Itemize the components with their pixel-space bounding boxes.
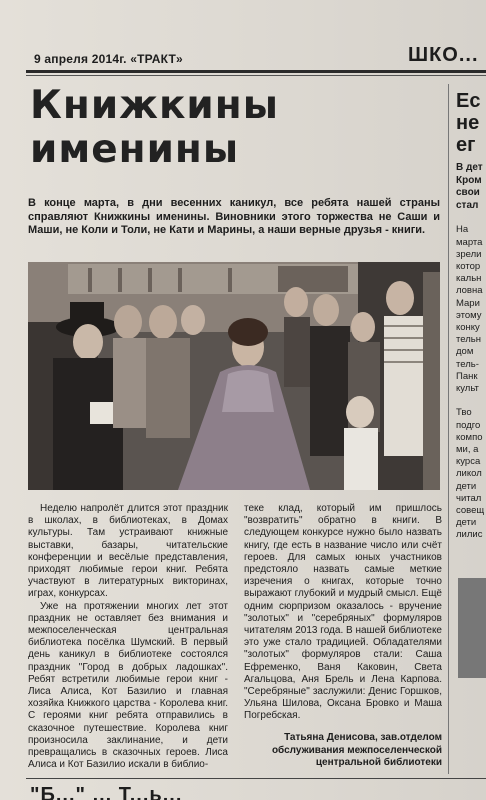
article-photo — [28, 262, 440, 490]
adjacent-body-line: котор — [456, 260, 481, 272]
adjacent-body-line: ловна — [456, 285, 483, 297]
adjacent-body-line: Мари — [456, 297, 480, 309]
adjacent-body-line: зрели — [456, 248, 482, 260]
adjacent-lead-line: Кром — [456, 174, 482, 186]
dateline: 9 апреля 2014г. «ТРАКТ» — [34, 52, 183, 66]
paragraph: Уже на протяжении многих лет этот праздник не оставляет без внимания и межпоселенческая центральная библиотека посёлка Шумский. В первый день каникул в библиотеке состоялся праздник "Город в добрых ладошках". Ребят встретили любимые герои книг - Лиса Алиса, Кот Базилио и главная хозяйка Книжкого царства - Королева книг. С героями книг ребята отправились в сказочное путешествие. Королева книг произносила заклинание, и дети превращались в сказочных героев. Лиса Алиса и Кот Базилио искали в библио- — [28, 600, 228, 771]
article-headline — [30, 84, 330, 172]
adjacent-body-line: Тво — [456, 407, 472, 419]
adjacent-lead-line: стал — [456, 199, 479, 211]
adjacent-headline-line: Ес — [456, 90, 481, 112]
adjacent-body-line: На — [456, 224, 469, 236]
footer-rule — [26, 778, 486, 779]
adjacent-headline-line: ег — [456, 134, 476, 156]
article-column-1 — [28, 503, 228, 771]
header-rule-thin — [26, 75, 486, 76]
adjacent-body-line: лилис — [456, 529, 483, 541]
column-divider — [448, 84, 449, 774]
adjacent-body-line: совещ — [456, 505, 485, 517]
next-article-headline: "Б..." ... Т...ь... — [30, 784, 183, 800]
adjacent-body-line: дети — [456, 517, 477, 529]
section-tag: ШКО... — [408, 44, 479, 66]
adjacent-body-line: компо — [456, 431, 483, 443]
author-signature: Татьяна Денисова, зав.отделом обслуживания межпоселенческой центральной библиотеки — [271, 732, 442, 768]
adjacent-body-line: курса — [456, 456, 481, 468]
header-rule — [26, 70, 486, 73]
adjacent-body-line: марта — [456, 236, 483, 248]
adjacent-body-line: тель- — [456, 358, 479, 370]
article-lead: В конце марта, в дни весенних каникул, все ребята нашей страны справляют Книжкины именины. Виновники этого торжества не Саши и Маши, не Коли и Толи, не Кати и Марины, а наши верные друзья - книги. — [28, 197, 440, 237]
adjacent-body-line: читал — [456, 492, 482, 504]
adjacent-body-line: ми, а — [456, 444, 479, 456]
adjacent-body — [456, 224, 486, 541]
adjacent-body-line — [456, 395, 486, 407]
adjacent-headline — [456, 90, 486, 156]
adjacent-body-line: этому — [456, 309, 482, 321]
adjacent-photo — [458, 578, 486, 678]
adjacent-body-line: дети — [456, 480, 477, 492]
article-column-2 — [244, 503, 442, 723]
adjacent-body-line: Панк — [456, 370, 478, 382]
adjacent-body-line: тельн — [456, 334, 481, 346]
headline-line-1: Книжкины — [30, 83, 279, 128]
adjacent-lead-line: В дет — [456, 162, 483, 173]
adjacent-lead-line: свои — [456, 187, 480, 199]
adjacent-lead — [456, 162, 486, 212]
adjacent-body-line: дом — [456, 346, 474, 358]
adjacent-body-line: конку — [456, 322, 480, 333]
paragraph: теке клад, который им пришлось "возвратить" обратно в книги. В следующем конкурсе нужно было назвать книгу, где есть в название число или счёт героев. Для самых юных участников предстояло назвать самые меткие изречения о книгах, которые точно выражают глубокий и мудрый смысл. Ещё одним сюрпризом оказалось - вручение "золотых" и "серебряных" формуляров читателям 2013 года. В нашей библиотеке это уже стало традицией. Обладателями "золотых" формуляров стали: Саша Ефременко, Ваня Каковин, Света Агальцова, Аня Брель и Лена Карпова. "Серебряные" заслужили: Денис Горшков, Ульяна Шилова, Оксана Бровко и Маша Погребская. — [244, 503, 442, 722]
adjacent-article-fragment — [456, 90, 486, 542]
adjacent-body-line: культ — [456, 383, 479, 395]
adjacent-body-line: ликол — [456, 468, 482, 480]
paragraph: Неделю напролёт длится этот праздник в школах, в библиотеках, в Домах культуры. Там устраивают книжные выставки, базары, читательские конференции и весёлые представления, приходят любимые герои книг. Ребята участвуют в литературных викторинах, играх, конкурсах. — [28, 503, 228, 600]
headline-line-2: именины — [30, 127, 240, 172]
adjacent-headline-line: не — [456, 112, 480, 134]
adjacent-body-line: кальн — [456, 273, 482, 285]
adjacent-body-line: подго — [456, 419, 481, 431]
